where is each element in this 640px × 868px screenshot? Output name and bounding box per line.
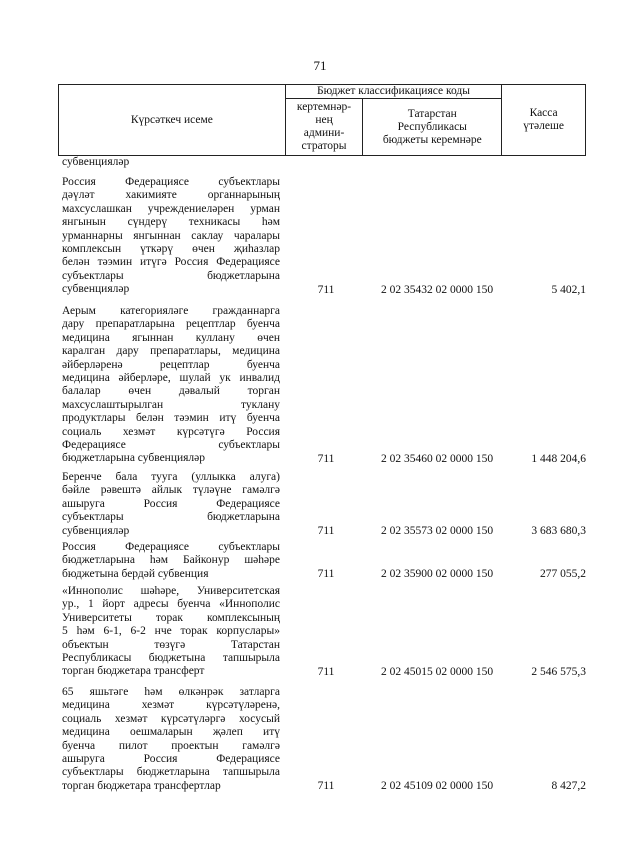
administrator-code: 711 <box>317 452 335 465</box>
header-admin-line: кертемнәр- <box>296 101 352 113</box>
indicator-line: продуктлары белән тәэмин итү буенча <box>62 412 280 425</box>
budget-code: 2 02 45015 02 0000 150 <box>380 665 494 678</box>
cash-execution-value: 5 402,1 <box>551 283 586 296</box>
table-row <box>58 305 586 466</box>
indicator-line: торган бюджетара трансфертлар <box>62 779 221 792</box>
indicator-line: бәйле рәвештә айлык түләүне гамәлгә <box>62 484 280 497</box>
indicator-name <box>62 686 280 793</box>
budget-code: 2 02 45109 02 0000 150 <box>380 780 494 793</box>
indicator-line: Аерым категорияләге гражданнарга <box>62 305 280 317</box>
indicator-name <box>62 585 280 679</box>
table-row <box>58 471 586 538</box>
table-header <box>58 84 586 156</box>
indicator-line: урманнарны янгыннан саклау чаралары <box>62 229 280 242</box>
indicator-line: субвенцияләр <box>62 283 130 296</box>
header-admin-line: нең <box>315 114 333 126</box>
indicator-line: объектын төзүгә Татарстан <box>62 638 280 651</box>
indicator-line: ур., 1 йорт адресы буенча «Иннополис <box>62 598 280 611</box>
header-cash-line: үтәлеше <box>523 120 564 132</box>
indicator-line: комплексын үткәрү өчен җиһазлар <box>62 242 280 255</box>
header-admin-line: админи- <box>303 127 345 139</box>
indicator-line: бюджетларына һәм Байконур шәһәре <box>62 554 280 567</box>
indicator-line: ашыруга Россия Федерациясе <box>62 752 280 765</box>
header-code-line: Татарстан <box>407 107 457 120</box>
cash-execution-value: 1 448 204,6 <box>531 452 586 465</box>
budget-code: 2 02 35460 02 0000 150 <box>380 452 494 465</box>
indicator-line: дару препаратларына рецептлар буенча <box>62 318 280 331</box>
indicator-line: Университеты торак комплексының <box>62 611 280 624</box>
table-row <box>58 156 586 169</box>
indicator-line: «Иннополис шәһәре, Университетская <box>62 585 280 597</box>
page-number: 71 <box>313 58 327 73</box>
indicator-line: янгынын сүндерү техникасы һәм <box>62 216 280 229</box>
indicator-line: медицина оешмаларын җәлеп итү <box>62 726 280 739</box>
indicator-line: 65 яшьтәге һәм өлкәнрәк затларга <box>62 686 280 698</box>
indicator-line: Беренче бала тууга (уллыкка алуга) <box>62 471 280 483</box>
indicator-line: медицина хезмәт күрсәтүләренә, <box>62 699 280 712</box>
administrator-code: 711 <box>317 665 335 678</box>
header-indicator-name: Күрсәткеч исеме <box>59 85 286 156</box>
table-row <box>58 176 586 297</box>
indicator-line: 5 һәм 6-1, 6-2 нче торак корпуслары» <box>62 625 280 638</box>
indicator-line: субъектлары бюджетларына тапшырыла <box>62 766 280 779</box>
indicator-line: әйберләренә рецептлар буенча <box>62 358 280 371</box>
indicator-line: балалар өчен дәвалый торган <box>62 385 280 398</box>
indicator-line: медицина ягыннан куллану өчен <box>62 331 280 344</box>
indicator-line: субъектлары бюджетларына <box>62 269 280 282</box>
header-revenue-code <box>363 99 502 156</box>
indicator-line: бюджетына бердәй субвенция <box>62 567 209 580</box>
budget-code: 2 02 35573 02 0000 150 <box>380 525 494 537</box>
indicator-line: субвенцияләр <box>62 524 130 537</box>
table-row <box>58 541 586 581</box>
header-code-line: Республикасы <box>397 120 467 133</box>
cash-execution-value: 3 683 680,3 <box>531 525 586 537</box>
indicator-line: махсуслашкан учреждениеләрен урман <box>62 202 280 215</box>
cash-execution-value: 8 427,2 <box>551 780 586 793</box>
table-row <box>58 585 586 679</box>
header-budget-classification: Бюджет классификациясе коды <box>285 85 502 99</box>
indicator-line: махсуслаштырылган туклану <box>62 398 280 411</box>
indicator-name <box>62 305 280 466</box>
header-cash-execution <box>502 85 586 156</box>
indicator-line: торган бюджетара трансферт <box>62 665 205 678</box>
indicator-name <box>62 156 280 169</box>
indicator-name <box>62 541 280 581</box>
cash-execution-value: 277 055,2 <box>540 568 586 581</box>
indicator-line: дәүләт хакимияте органнарының <box>62 189 280 202</box>
indicator-line: Россия Федерациясе субъектлары <box>62 541 280 553</box>
indicator-line: Республикасы бюджетына тапшырыла <box>62 651 280 664</box>
header-code-line: бюджеты керемнәре <box>382 133 482 146</box>
indicator-line: социаль хезмәт күрсәтүгә Россия <box>62 425 280 438</box>
administrator-code: 711 <box>317 568 335 581</box>
administrator-code: 711 <box>317 525 335 537</box>
indicator-line: социаль хезмәт күрсәтүләргә хосусый <box>62 712 280 725</box>
indicator-line: Россия Федерациясе субъектлары <box>62 176 280 188</box>
indicator-line: субъектлары бюджетларына <box>62 511 280 524</box>
indicator-line: Федерациясе субъектлары <box>62 438 280 451</box>
indicator-line: буенча пилот проектын гамәлгә <box>62 739 280 752</box>
administrator-code: 711 <box>317 283 335 296</box>
indicator-line: медицина әйберләре, шулай ук инвалид <box>62 371 280 384</box>
header-admin-line: страторы <box>301 140 347 152</box>
header-cash-line: Касса <box>529 107 558 119</box>
indicator-line: бюджетларына субвенцияләр <box>62 452 206 465</box>
indicator-line: ашыруга Россия Федерациясе <box>62 497 280 510</box>
indicator-line: белән тәэмин итүгә Россия Федерациясе <box>62 256 280 269</box>
cash-execution-value: 2 546 575,3 <box>531 665 586 678</box>
indicator-name <box>62 176 280 297</box>
budget-code: 2 02 35432 02 0000 150 <box>380 283 494 296</box>
administrator-code: 711 <box>317 780 335 793</box>
indicator-line: каралган дару препаратлары, медицина <box>62 345 280 358</box>
header-administrator <box>285 99 363 156</box>
indicator-line: субвенцияләр <box>62 156 130 168</box>
indicator-name <box>62 471 280 538</box>
budget-code: 2 02 35900 02 0000 150 <box>380 568 494 581</box>
table-row <box>58 686 586 793</box>
